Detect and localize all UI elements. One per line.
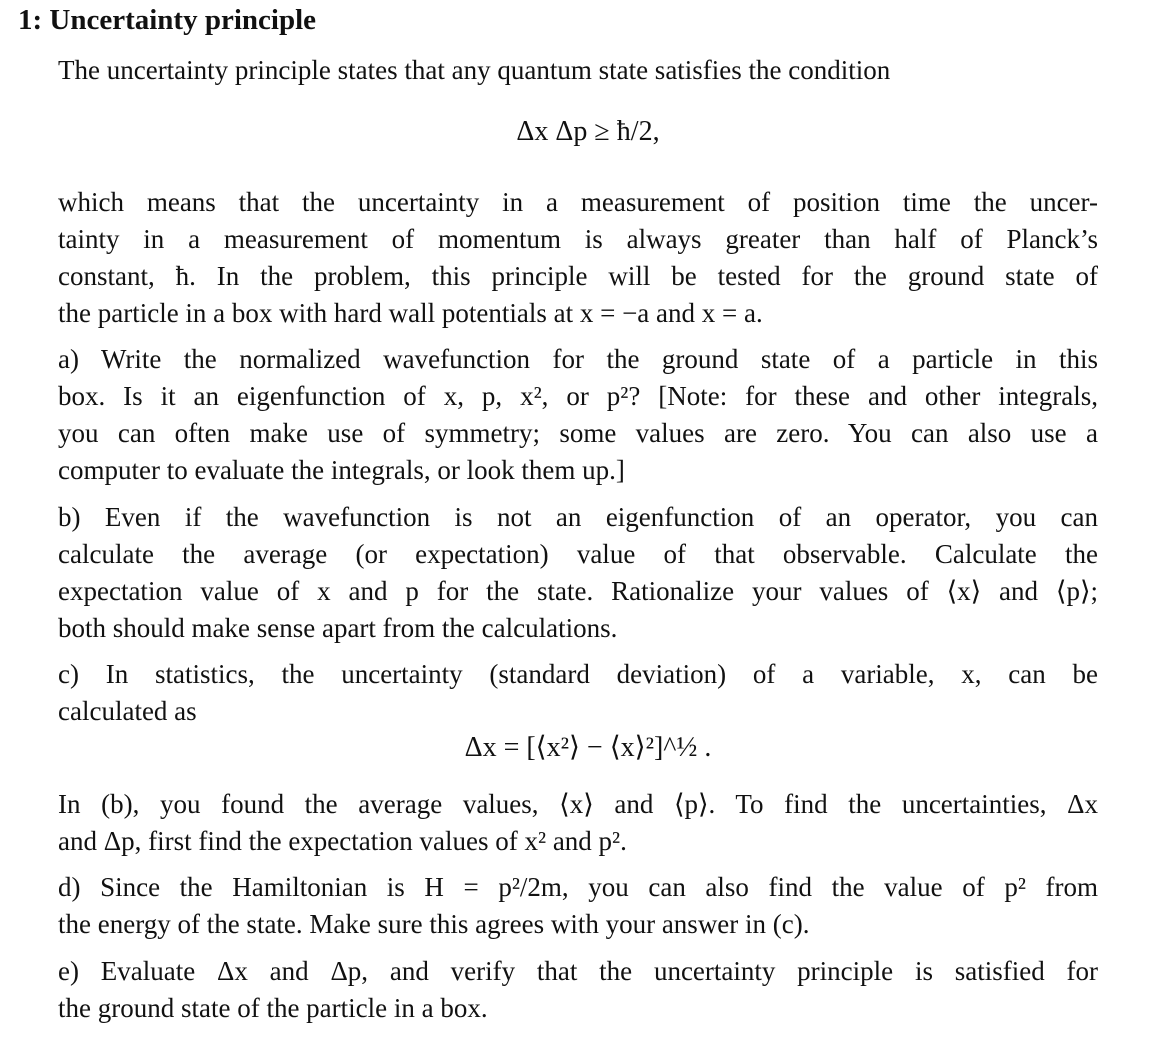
part-d bbox=[58, 869, 1098, 943]
paragraph-explanation bbox=[58, 184, 1098, 332]
part-a-line: computer to evaluate the integrals, or look them up.] bbox=[58, 455, 625, 485]
paragraph-line: which means that the uncertainty in a measurement of position time the uncer- bbox=[58, 187, 1098, 217]
equation-uncertainty: Δx Δp ≥ ħ/2, bbox=[516, 116, 660, 147]
section-heading: 1: Uncertainty principle bbox=[18, 4, 317, 36]
part-c-line: calculated as bbox=[58, 696, 197, 726]
paragraph-line: tainty in a measurement of momentum is always greater than half of Planck’s bbox=[58, 224, 1098, 254]
part-d-line: the energy of the state. Make sure this agrees with your answer in (c). bbox=[58, 909, 810, 939]
part-b bbox=[58, 499, 1098, 647]
part-a-line: you can often make use of symmetry; some values are zero. You can also use a bbox=[58, 418, 1098, 448]
part-b-line: expectation value of x and p for the state. Rationalize your values of ⟨x⟩ and ⟨p⟩; bbox=[58, 576, 1098, 606]
part-c bbox=[58, 656, 1098, 730]
part-c-continued bbox=[58, 786, 1098, 860]
paragraph-line: constant, ħ. In the problem, this principle will be tested for the ground state of bbox=[58, 261, 1098, 291]
part-c-line: and Δp, first find the expectation values of x² and p². bbox=[58, 826, 627, 856]
intro-line: The uncertainty principle states that any quantum state satisfies the condition bbox=[58, 55, 891, 85]
part-b-line: calculate the average (or expectation) value of that observable. Calculate the bbox=[58, 539, 1098, 569]
equation-standard-deviation: Δx = [⟨x²⟩ − ⟨x⟩²]^½ . bbox=[464, 732, 712, 763]
part-e-line: e) Evaluate Δx and Δp, and verify that the uncertainty principle is satisfied for bbox=[58, 956, 1098, 986]
part-e-line: the ground state of the particle in a box. bbox=[58, 993, 488, 1023]
part-c-line: In (b), you found the average values, ⟨x⟩ and ⟨p⟩. To find the uncertainties, Δx bbox=[58, 789, 1098, 819]
intro-paragraph bbox=[58, 52, 1098, 89]
part-d-line: d) Since the Hamiltonian is H = p²/2m, you can also find the value of p² from bbox=[58, 872, 1098, 902]
part-a bbox=[58, 341, 1098, 489]
part-a-line: a) Write the normalized wavefunction for the ground state of a particle in this bbox=[58, 344, 1098, 374]
part-a-line: box. Is it an eigenfunction of x, p, x², or p²? [Note: for these and other integrals, bbox=[58, 381, 1098, 411]
part-b-line: both should make sense apart from the calculations. bbox=[58, 613, 618, 643]
part-e bbox=[58, 953, 1098, 1027]
part-c-line: c) In statistics, the uncertainty (standard deviation) of a variable, x, can be bbox=[58, 659, 1098, 689]
part-b-line: b) Even if the wavefunction is not an eigenfunction of an operator, you can bbox=[58, 502, 1098, 532]
paragraph-line: the particle in a box with hard wall potentials at x = −a and x = a. bbox=[58, 298, 763, 328]
